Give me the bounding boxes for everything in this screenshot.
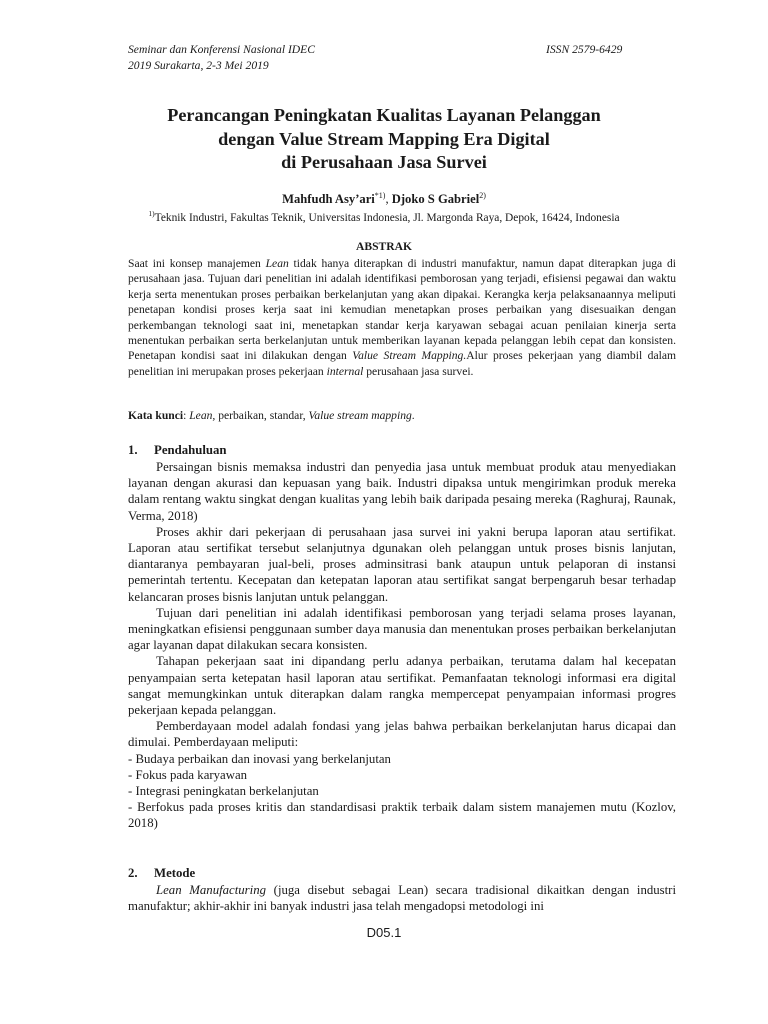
author-affiliation-mark: 2) <box>479 191 486 200</box>
title-line: dengan Value Stream Mapping Era Digital <box>218 128 550 149</box>
section-body-pendahuluan <box>128 459 676 832</box>
list-item: - Budaya perbaikan dan inovasi yang berkelanjutan <box>128 751 391 766</box>
title-line: Perancangan Peningkatan Kualitas Layanan Pelanggan <box>167 105 601 125</box>
paragraph: Proses akhir dari pekerjaan di perusahaan jasa survei ini yakni berupa laporan atau sertifikat. Laporan atau sertifikat tersebut selanjutnya dgunakan oleh pelanggan untuk proses bisnis lanjutan, diantaranya pembayaran jual-beli, proses adminsitrasi bank ataupun untuk pelaporan di instansi pemerintah tertentu. Kecepatan dan ketepatan laporan atau sertifikat sangat berpengaruh besar terhadap kelancaran proses bisnis lanjutan untuk pelanggan. <box>128 524 676 604</box>
paper-title <box>0 104 768 175</box>
list-item: - Fokus pada karyawan <box>128 767 248 782</box>
section-number: 1. <box>128 443 138 457</box>
author-affiliation-mark: *1) <box>374 191 386 200</box>
section-number: 2. <box>128 866 138 880</box>
affiliation-mark: 1) <box>148 209 155 218</box>
keywords: Kata kunci: Lean, perbaikan, standar, Value stream mapping. <box>128 409 415 422</box>
author-name: Djoko S Gabriel <box>391 192 480 207</box>
list-item: - Integrasi peningkatan berkelanjutan <box>128 784 319 799</box>
section-body-metode <box>128 882 676 914</box>
keywords-label: Kata kunci <box>128 409 184 422</box>
page-footer-code: D05.1 <box>366 925 402 940</box>
affiliation <box>0 209 768 224</box>
abstract-body: Saat ini konsep manajemen Lean tidak hanya diterapkan di industri manufaktur, namun dapat diterapkan juga di perusahaan jasa. Tujuan dari penelitian ini adalah identifikasi pemborosan yang terjadi, efisiensi pegawai dan waktu kerja serta menentukan proses perbaikan berkelanjutan yang akan dipakai. Kerangka kerja pelaksanaannya meliputi penetapan kondisi proses kerja saat ini kemudian menetapkan proses perbaikan yang disesuaikan dengan perkembangan teknologi saat ini, menetapkan standar kerja karyawan sebagai acuan penilaian kinerja serta menentukan perbaikan serta berkelanjutan untuk memberikan layanan kepada pelanggan lebih cepat dan konsisten. Penetapan kondisi saat ini dilakukan dengan Value Stream Mapping.Alur proses pekerjaan yang diambil dalam penelitian ini merupakan proses pekerjaan internal perusahaan jasa survei. <box>128 257 677 378</box>
paragraph: Tujuan dari penelitian ini adalah identifikasi pemborosan yang terjadi selama proses layanan, meningkatkan efisiensi penggunaan sumber daya manusia dan menentukan proses perbaikan berkelanjutan agar layanan dapat dilakukan secara konsisten. <box>128 605 676 653</box>
author-separator: , <box>385 192 392 207</box>
affiliation-text: Teknik Industri, Fakultas Teknik, Universitas Indonesia, Jl. Margonda Raya, Depok, 16424, Indonesia <box>154 211 620 224</box>
running-header-issn: ISSN 2579-6429 <box>546 43 623 56</box>
section-heading-metode <box>128 866 195 881</box>
section-heading-pendahuluan <box>128 443 227 458</box>
paragraph: Tahapan pekerjaan saat ini dipandang perlu adanya perbaikan, terutama dalam hal kecepatan penyampaian serta ketepatan hasil laporan atau sertifikat. Pemanfaatan teknologi informasi era digital sangat memungkinkan untuk diterapkan dalam rangka mempercepat penyampaian informasi progres pekerjaan kepada pelanggan. <box>128 654 676 718</box>
title-line: di Perusahaan Jasa Survei <box>281 152 487 172</box>
paragraph: Lean Manufacturing (juga disebut sebagai Lean) secara tradisional dikaitkan dengan industri manufaktur; akhir-akhir ini banyak industri jasa telah mengadopsi metodologi ini <box>128 883 676 914</box>
conference-name: Seminar dan Konferensi Nasional IDEC <box>128 43 315 56</box>
conference-date: 2019 Surakarta, 2-3 Mei 2019 <box>128 59 269 72</box>
section-title: Metode <box>154 866 196 880</box>
author-name: Mahfudh Asy’ari <box>282 192 375 207</box>
abstract-heading: ABSTRAK <box>355 240 413 253</box>
author-list <box>0 191 768 207</box>
list-item: - Berfokus pada proses kritis dan standardisasi praktik terbaik dalam sistem manajemen mutu (Kozlov, 2018) <box>128 800 676 831</box>
section-title: Pendahuluan <box>154 443 227 457</box>
paragraph: Pemberdayaan model adalah fondasi yang jelas bahwa perbaikan berkelanjutan harus dicapai dan dimulai. Pemberdayaan meliputi: <box>128 719 676 750</box>
running-header-left <box>128 42 315 74</box>
paragraph: Persaingan bisnis memaksa industri dan penyedia jasa untuk membuat produk atau menyediakan layanan dengan akurasi dan kepuasan yang baik. Industri dipaksa untuk mengirimkan produk mereka dalam rentang waktu singkat dengan kualitas yang lebih baik daripada pesaing mereka (Raghuraj, Raunak, Verma, 2018) <box>128 460 676 523</box>
